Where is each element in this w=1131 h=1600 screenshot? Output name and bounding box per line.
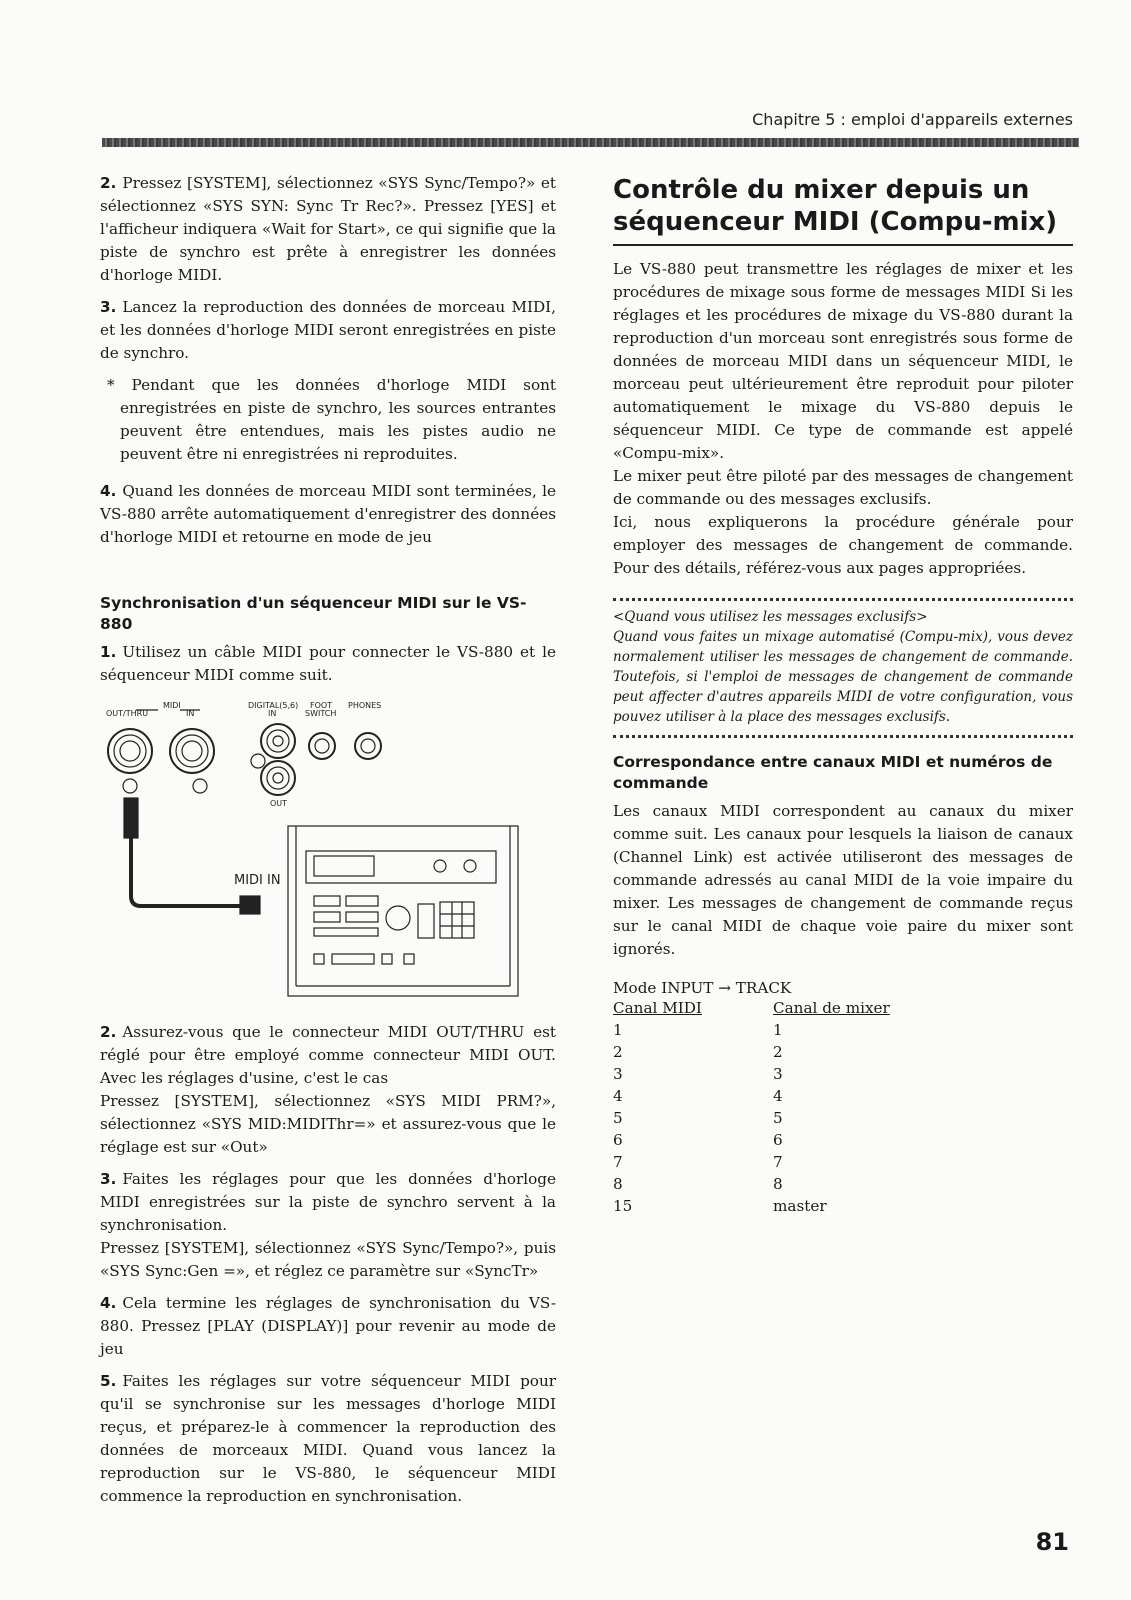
section-subheading: Synchronisation d'un séquenceur MIDI sur le VS-880 — [100, 594, 527, 633]
sync-step-1 — [100, 641, 556, 687]
table-row — [613, 1043, 890, 1065]
page-number: 81 — [1035, 1528, 1069, 1556]
step-text: Quand les données de morceau MIDI sont terminées, le VS-880 arrête automatiquement d'enregistrer des données d'horloge MIDI et retourne en mode de jeu — [100, 482, 556, 546]
step-4 — [100, 480, 556, 549]
mixer-channel-cell: 6 — [773, 1131, 783, 1149]
mixer-channel-cell: 4 — [773, 1087, 783, 1105]
table-row — [613, 1197, 890, 1219]
sync-step-3 — [100, 1168, 556, 1237]
table-row — [613, 1131, 890, 1153]
midi-channel-cell: 8 — [613, 1175, 623, 1193]
channel-paragraph: Les canaux MIDI correspondent au canaux du mixer comme suit. Les canaux pour lesquels la liaison de canaux (Channel Link) est activée utiliseront des messages de commande adressés au canal MIDI de la voie impaire du mixer. Les messages de changement de commande reçus sur le canal MIDI de chaque voie paire du mixer sont ignorés. — [613, 802, 1073, 958]
table-row — [613, 1021, 890, 1043]
label-device-midi-in: MIDI IN — [234, 873, 281, 888]
step-number: 4. — [100, 1294, 117, 1312]
table-header-row — [613, 999, 890, 1021]
note-divider-bottom — [613, 735, 1073, 738]
step-number: 2. — [100, 1023, 117, 1041]
midi-channel-cell: 1 — [613, 1021, 623, 1039]
exclusive-note-text: Quand vous faites un mixage automatisé (Compu-mix), vous devez normalement utiliser les messages de changement de commande. Toutefois, si l'emploi de messages de changement de commande peut affecter d'autres appareils MIDI de votre configuration, vous pouvez utiliser à la place des messages exclusifs. — [613, 629, 1073, 725]
step-text: Utilisez un câble MIDI pour connecter le VS-880 et le séquenceur MIDI comme suit. — [100, 643, 556, 684]
mixer-control-paragraph: Le mixer peut être piloté par des messages de changement de commande ou des messages exclusifs. — [613, 467, 1073, 508]
channel-subheading: Correspondance entre canaux MIDI et numéros de commande — [613, 753, 1053, 792]
step-number: 2. — [100, 174, 117, 192]
col-header-mixer-channel: Canal de mixer — [773, 999, 890, 1017]
mixer-channel-cell: 2 — [773, 1043, 783, 1061]
label-midi-in: IN — [186, 709, 195, 718]
mixer-channel-cell: 8 — [773, 1175, 783, 1193]
label-out: OUT — [270, 799, 288, 808]
step-text: Pressez [SYSTEM], sélectionnez «SYS Sync/Tempo?» et sélectionnez «SYS SYN: Sync Tr Rec?». Pressez [YES] et l'afficheur indiquera «Wait for Start», ce qui signifie que la piste de synchro est prête à enregistrer les données d'horloge MIDI. — [100, 174, 556, 284]
step-number: 5. — [100, 1372, 117, 1390]
exclusive-note-title: <Quand vous utilisez les messages exclusifs> — [613, 609, 928, 625]
table-row — [613, 1175, 890, 1197]
midi-channel-cell: 15 — [613, 1197, 633, 1215]
midi-channel-cell: 7 — [613, 1153, 623, 1171]
step-number: 3. — [100, 1170, 117, 1188]
label-out-thru: OUT/THRU — [106, 709, 149, 718]
step-text: Lancez la reproduction des données de morceau MIDI, et les données d'horloge MIDI seront enregistrées en piste de synchro. — [100, 298, 556, 362]
step-number: 1. — [100, 643, 117, 661]
step-3 — [100, 296, 556, 365]
step-text: Faites les réglages sur votre séquenceur MIDI pour qu'il se synchronise sur les messages d'horloge MIDI reçus, et préparez-le à commencer la reproduction des données de morceaux MIDI. Quand vous lancez la reproduction sur le VS-880, le séquenceur MIDI commence la reproduction en synchronisation. — [100, 1372, 556, 1505]
mixer-channel-cell: 1 — [773, 1021, 783, 1039]
label-foot: FOOT — [310, 701, 333, 710]
procedure-paragraph: Ici, nous expliquerons la procédure générale pour employer des messages de changement de commande. Pour des détails, référez-vous aux pages appropriées. — [613, 513, 1073, 577]
step-text: Cela termine les réglages de synchronisation du VS-880. Pressez [PLAY (DISPLAY)] pour revenir au mode de jeu — [100, 1294, 556, 1358]
label-digital-in: IN — [268, 709, 277, 718]
intro-paragraph: Le VS-880 peut transmettre les réglages de mixer et les procédures de mixage sous forme de messages MIDI Si les réglages et les procédures de mixage du VS-880 durant la reproduction d'un morceau sont enregistrés sous forme de données de morceau MIDI dans un séquenceur MIDI, le morceau peut ultérieurement être reproduit pour piloter automatiquement le mixage du VS-880 depuis le séquenceur MIDI. Ce type de commande est appelé «Compu-mix». — [613, 260, 1073, 462]
note: * Pendant que les données d'horloge MIDI sont enregistrées en piste de synchro, les sources entrantes peuvent être entendues, mais les pistes audio ne peuvent être ni enregistrées ni reproduites. — [107, 376, 556, 463]
mode-line: Mode INPUT → TRACK — [613, 979, 792, 997]
midi-channel-cell: 6 — [613, 1131, 623, 1149]
midi-channel-cell: 4 — [613, 1087, 623, 1105]
midi-channel-cell: 3 — [613, 1065, 623, 1083]
step-number: 4. — [100, 482, 117, 500]
midi-channel-cell: 2 — [613, 1043, 623, 1061]
section-title — [613, 174, 1073, 246]
header-rule — [102, 138, 1079, 147]
step-text: Faites les réglages pour que les données d'horloge MIDI enregistrées sur la piste de synchro servent à la synchronisation. — [100, 1170, 556, 1234]
right-column — [613, 174, 1073, 1219]
step-number: 3. — [100, 298, 117, 316]
label-switch: SWITCH — [305, 709, 337, 718]
mixer-channel-cell: 7 — [773, 1153, 783, 1171]
label-phones: PHONES — [348, 701, 382, 710]
table-row — [613, 1109, 890, 1131]
sync-step-2-action: Pressez [SYSTEM], sélectionnez «SYS MIDI PRM?», sélectionnez «SYS MID:MIDIThr=» et assurez-vous que le réglage est sur «Out» — [100, 1092, 556, 1156]
section-title-line-1: Contrôle du mixer depuis un — [613, 175, 1030, 205]
table-row — [613, 1065, 890, 1087]
chapter-title: Chapitre 5 : emploi d'appareils externes — [752, 110, 1073, 129]
sync-step-5 — [100, 1370, 556, 1508]
table-row — [613, 1153, 890, 1175]
channel-map-table — [613, 999, 890, 1219]
mixer-channel-cell: 3 — [773, 1065, 783, 1083]
sync-step-4 — [100, 1292, 556, 1361]
mixer-channel-cell: master — [773, 1197, 827, 1215]
table-row — [613, 1087, 890, 1109]
col-header-midi-channel: Canal MIDI — [613, 999, 702, 1017]
midi-channel-cell: 5 — [613, 1109, 623, 1127]
sync-step-2 — [100, 1021, 556, 1090]
mixer-channel-cell: 5 — [773, 1109, 783, 1127]
label-midi: MIDI — [163, 701, 181, 710]
sync-step-3-action: Pressez [SYSTEM], sélectionnez «SYS Sync/Tempo?», puis «SYS Sync:Gen =», et réglez ce paramètre sur «SyncTr» — [100, 1239, 556, 1280]
step-2 — [100, 172, 556, 287]
note-divider-top — [613, 598, 1073, 601]
section-title-line-2: séquenceur MIDI (Compu-mix) — [613, 207, 1058, 237]
left-column — [100, 172, 556, 1517]
label-digital: DIGITAL(5,6) — [248, 701, 299, 710]
step-text: Assurez-vous que le connecteur MIDI OUT/THRU est réglé pour être employé comme connecteur MIDI OUT. Avec les réglages d'usine, c'est le cas — [100, 1023, 556, 1087]
midi-connection-diagram — [100, 696, 520, 1001]
